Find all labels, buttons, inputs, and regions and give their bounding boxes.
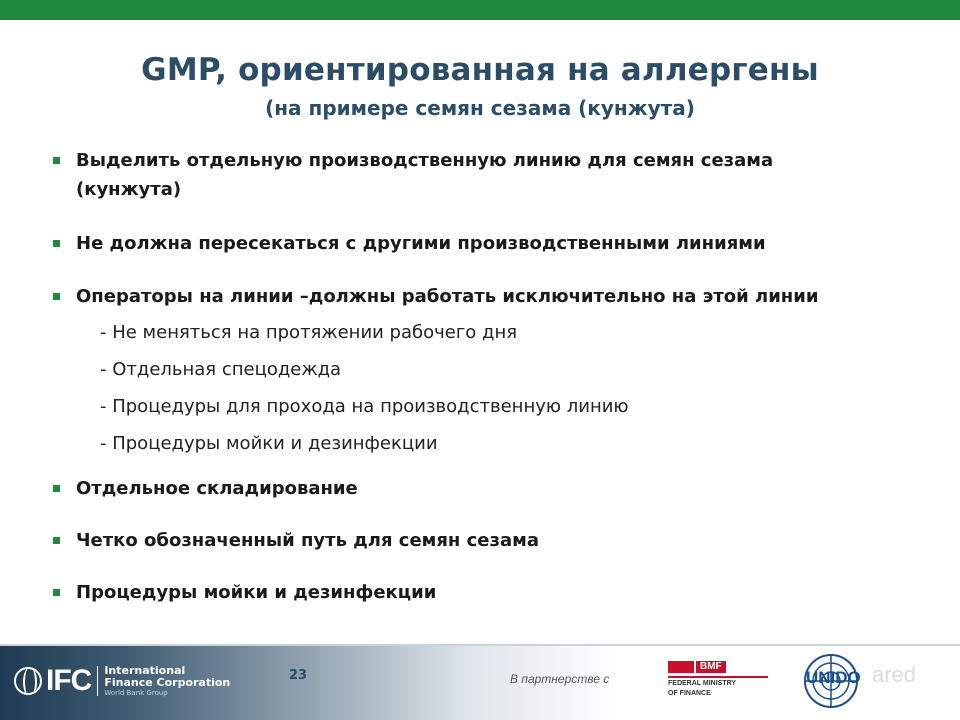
bmf-line1: FEDERAL MINISTRY — [668, 680, 737, 687]
bullet-item: Отдельное складирование — [76, 478, 358, 499]
bullet-marker-icon — [53, 485, 60, 492]
bmf-line2: OF FINANCE — [668, 690, 711, 697]
bullet-marker-icon — [53, 157, 60, 164]
bullet-item — [76, 146, 773, 204]
bmf-word: BMF — [696, 661, 726, 673]
slide-subtitle: (на примере семян сезама (кунжута) — [265, 96, 695, 120]
bullet-marker-icon — [53, 240, 60, 247]
ifc-logo-text: IFC — [46, 664, 92, 697]
bullet-item: Не должна пересекаться с другими производственными линиями — [76, 233, 766, 254]
page-number: 23 — [288, 668, 308, 683]
ifc-logo — [14, 664, 230, 698]
sub-item: - Отдельная спецодежда — [100, 359, 342, 380]
bullet-item: Четко обозначенный путь для семян сезама — [76, 530, 539, 551]
ifc-org-name — [104, 665, 230, 698]
logo-separator — [97, 666, 98, 696]
ifc-name-line1: International — [104, 663, 186, 677]
partner-label: В партнерстве с — [510, 672, 610, 686]
ifc-name-line3: World Bank Group — [104, 688, 168, 697]
bmf-emblem-icon — [668, 661, 694, 673]
sub-item: - Процедуры для прохода на производственную линию — [100, 396, 629, 417]
slide-title: GMP, ориентированная на аллергены — [141, 52, 819, 88]
unido-wordmark: UNIDO — [806, 668, 861, 687]
bullet-marker-icon — [53, 293, 60, 300]
bullet-item: Операторы на линии –должны работать исключительно на этой линии — [76, 286, 819, 307]
globe-icon — [14, 667, 42, 695]
bullet-marker-icon — [53, 589, 60, 596]
ifc-name-line2: Finance Corporation — [104, 675, 231, 689]
bmf-logo — [668, 660, 776, 696]
bullet-text: Выделить отдельную производственную линию для семян сезама — [76, 150, 774, 171]
faded-background-text: ared — [872, 662, 917, 687]
bullet-marker-icon — [53, 537, 60, 544]
sub-item: - Не меняться на протяжении рабочего дня — [100, 322, 518, 343]
bullet-item: Процедуры мойки и дезинфекции — [76, 582, 437, 603]
bullet-text-continued: (кунжута) — [76, 179, 182, 200]
bmf-rule — [668, 676, 768, 678]
sub-item: - Процедуры мойки и дезинфекции — [100, 433, 438, 454]
